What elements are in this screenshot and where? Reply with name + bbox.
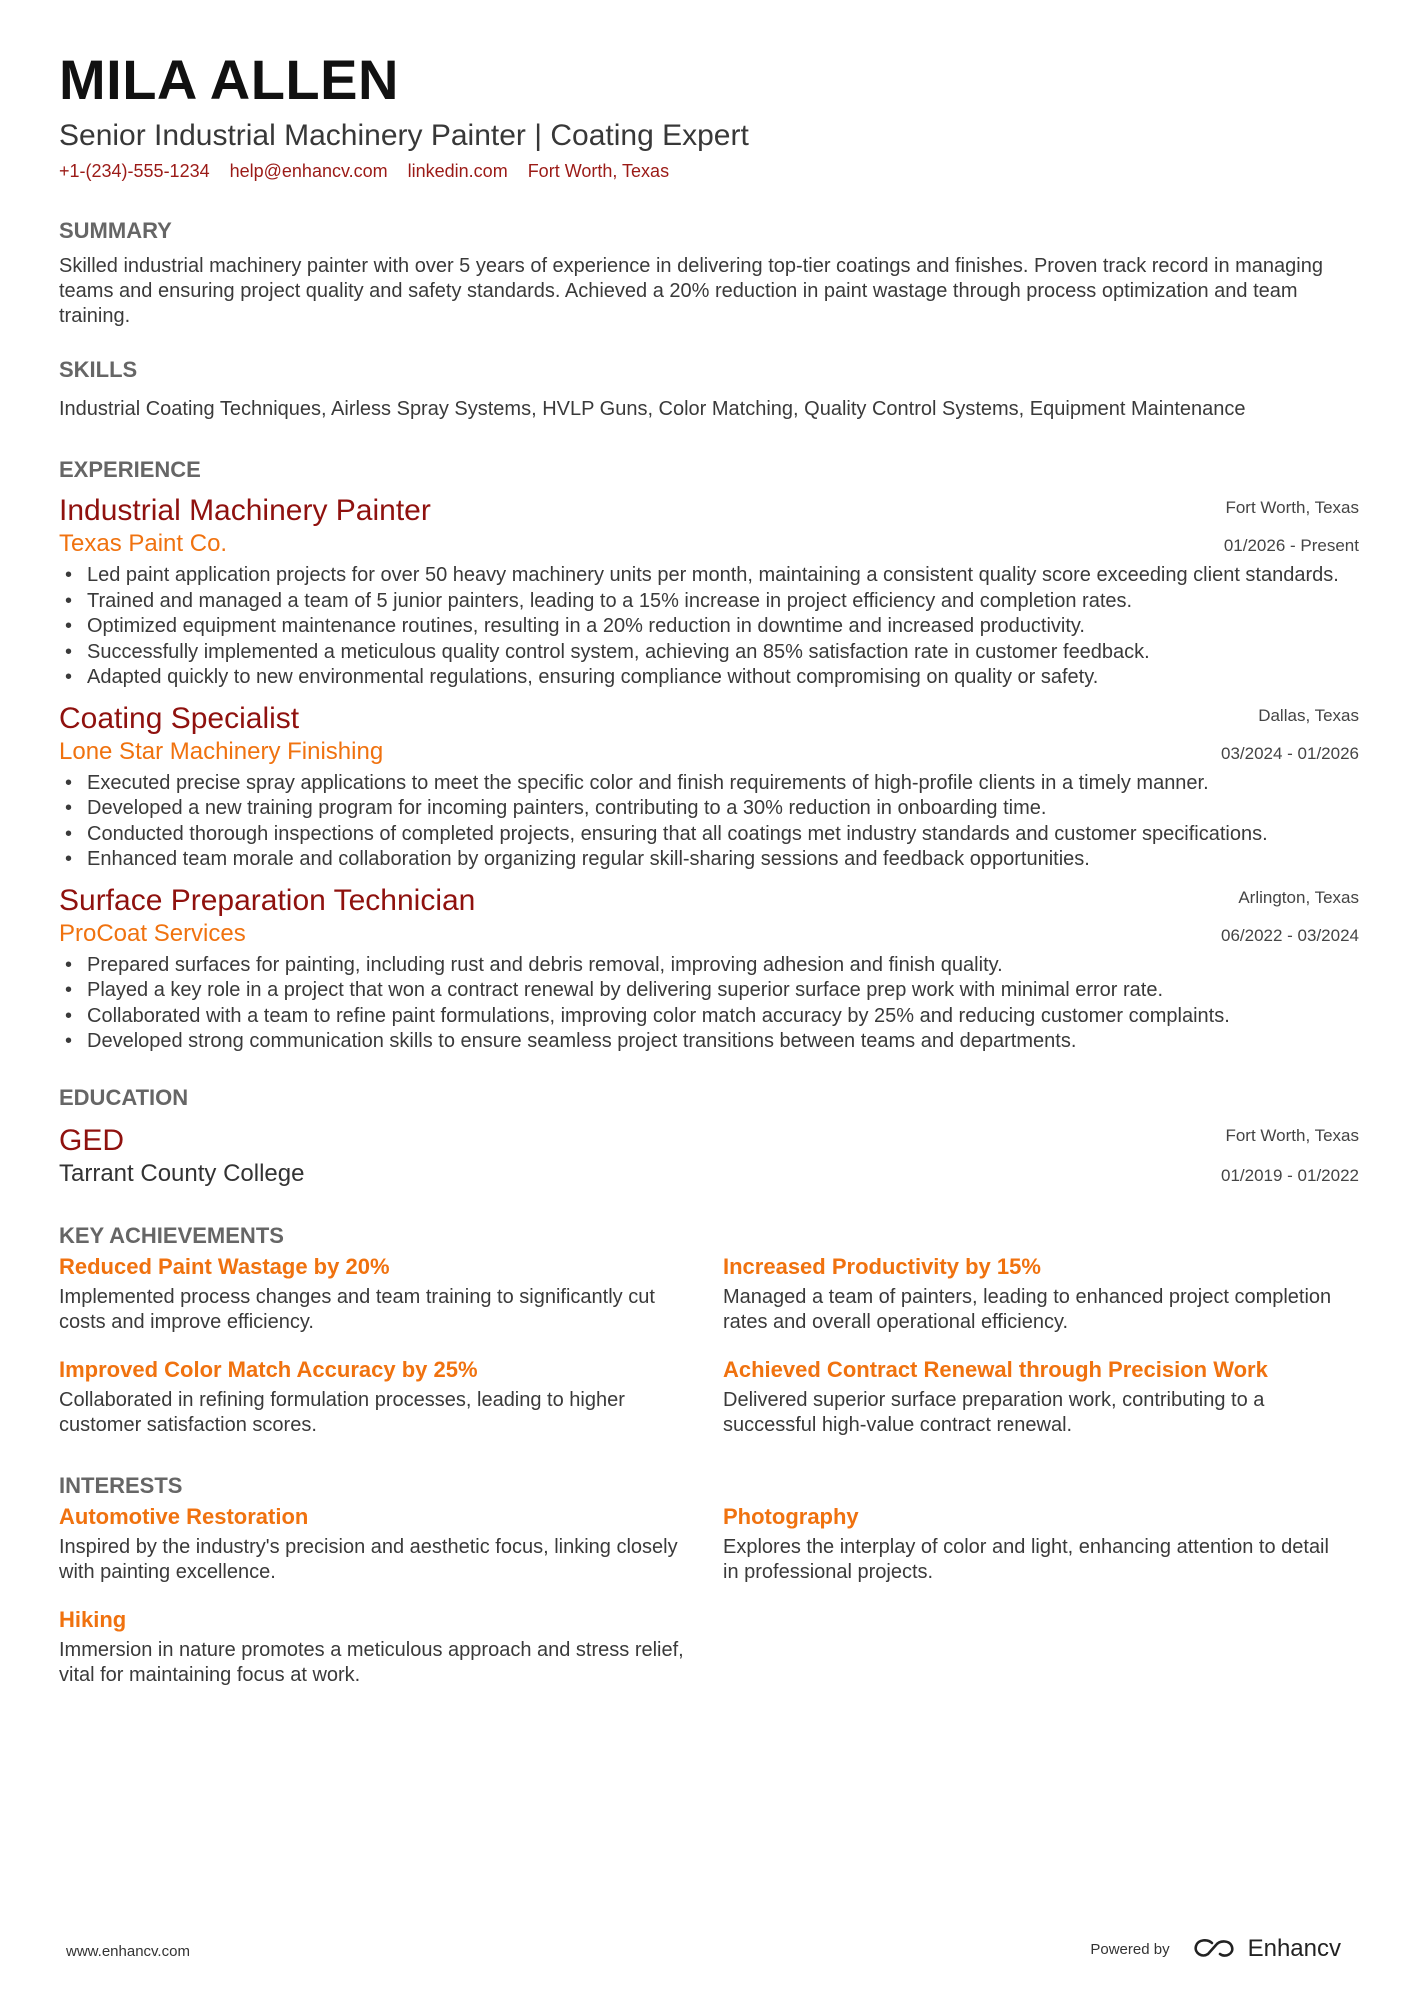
job-title: Surface Preparation Technician (59, 883, 476, 917)
candidate-headline: Senior Industrial Machinery Painter | Coating Expert (59, 119, 749, 152)
job-location: Arlington, Texas (1238, 887, 1359, 907)
job-company: Texas Paint Co. (59, 530, 228, 557)
job-bullets (59, 953, 1359, 1055)
enhancv-logo-icon (1192, 1937, 1238, 1961)
job-bullet: • Played a key role in a project that won a contract renewal by delivering superior surface prep work with minimal error rate. (59, 978, 1359, 1004)
interest-title: Hiking (59, 1606, 127, 1632)
enhancv-brand-name: Enhancv (1247, 1935, 1341, 1962)
section-title-achievements: KEY ACHIEVEMENTS (59, 1222, 284, 1248)
achievement-desc: Implemented process changes and team training to significantly cut costs and improve efficiency. (59, 1285, 655, 1333)
achievement-title: Reduced Paint Wastage by 20% (59, 1253, 390, 1279)
section-title-interests: INTERESTS (59, 1472, 183, 1498)
contact-linkedin[interactable]: linkedin.com (407, 161, 508, 181)
job-entry (59, 493, 1359, 691)
footer-website[interactable]: www.enhancv.com (66, 1943, 190, 1960)
achievement-title: Improved Color Match Accuracy by 25% (59, 1356, 478, 1382)
job-bullet: • Collaborated with a team to refine paint formulations, improving color match accuracy by 25% and reducing customer complaints. (59, 1004, 1359, 1030)
achievement-item (59, 1253, 723, 1336)
contact-info (59, 160, 1359, 182)
job-company: ProCoat Services (59, 919, 246, 947)
education-entry (59, 1123, 1359, 1189)
job-bullet: • Trained and managed a team of 5 junior painters, leading to a 15% increase in project efficiency and completion rates. (59, 589, 1359, 615)
achievement-desc: Collaborated in refining formulation processes, leading to higher customer satisfaction scores. (59, 1388, 625, 1436)
interest-title: Photography (723, 1503, 859, 1529)
achievement-desc: Delivered superior surface preparation work, contributing to a successful high-value contract renewal. (723, 1388, 1265, 1436)
interest-desc: Inspired by the industry's precision and aesthetic focus, linking closely with painting excellence. (59, 1535, 678, 1583)
job-dates: 03/2024 - 01/2026 (1220, 743, 1359, 763)
summary-section (59, 218, 1359, 329)
interest-item (59, 1606, 723, 1689)
job-location: Dallas, Texas (1258, 705, 1359, 725)
footer-branding (1090, 1935, 1341, 1963)
job-bullet: • Successfully implemented a meticulous quality control system, achieving an 85% satisfaction rate in customer feedback. (59, 640, 1359, 666)
education-section (59, 1085, 1359, 1189)
job-title: Coating Specialist (59, 701, 300, 735)
achievement-item (59, 1356, 723, 1439)
contact-email[interactable]: help@enhancv.com (229, 161, 388, 181)
enhancv-logo[interactable] (1192, 1935, 1341, 1963)
education-degree: GED (59, 1123, 125, 1157)
job-bullet: • Adapted quickly to new environmental regulations, ensuring compliance without compromising on quality or safety. (59, 665, 1359, 691)
education-location: Fort Worth, Texas (1225, 1125, 1359, 1145)
summary-text: Skilled industrial machinery painter with over 5 years of experience in delivering top-tier coatings and finishes. Proven track record in managing teams and ensuring project quality and safety standards. Achieved a 20% reduction in paint wastage through process optimization and team training. (59, 255, 1323, 327)
skills-section (59, 357, 1359, 422)
interests-section (59, 1473, 1359, 1709)
job-dates: 06/2022 - 03/2024 (1220, 925, 1359, 945)
achievement-title: Achieved Contract Renewal through Precision Work (723, 1356, 1268, 1382)
interests-grid (59, 1503, 1359, 1709)
job-title: Industrial Machinery Painter (59, 494, 431, 527)
education-school: Tarrant County College (59, 1159, 305, 1187)
job-bullet: • Prepared surfaces for painting, including rust and debris removal, improving adhesion and finish quality. (59, 953, 1359, 979)
interest-item (723, 1503, 1359, 1586)
resume-header (59, 48, 1359, 182)
section-title-experience: EXPERIENCE (59, 457, 201, 482)
job-bullet: • Developed strong communication skills to ensure seamless project transitions between teams and departments. (59, 1029, 1359, 1055)
job-dates: 01/2026 - Present (1223, 536, 1359, 555)
job-bullet: • Executed precise spray applications to meet the specific color and finish requirements of high-profile clients in a timely manner. (59, 771, 1359, 797)
job-entry (59, 883, 1359, 1055)
candidate-name: MILA ALLEN (59, 48, 399, 111)
section-title-summary: SUMMARY (59, 218, 172, 243)
interest-item (59, 1503, 723, 1586)
job-location: Fort Worth, Texas (1225, 498, 1359, 517)
interest-title: Automotive Restoration (59, 1503, 309, 1529)
job-bullets (59, 771, 1359, 873)
achievement-title: Increased Productivity by 15% (723, 1253, 1041, 1279)
interest-desc: Immersion in nature promotes a meticulous approach and stress relief, vital for maintaining focus at work. (59, 1638, 684, 1686)
achievement-item (723, 1356, 1359, 1439)
skills-text: Industrial Coating Techniques, Airless Spray Systems, HVLP Guns, Color Matching, Quality Control Systems, Equipment Maintenance (59, 398, 1246, 420)
experience-section (59, 457, 1359, 1055)
job-bullet: • Optimized equipment maintenance routines, resulting in a 20% reduction in downtime and increased productivity. (59, 614, 1359, 640)
job-entry (59, 701, 1359, 873)
interest-desc: Explores the interplay of color and light, enhancing attention to detail in professional projects. (723, 1535, 1329, 1583)
achievement-desc: Managed a team of painters, leading to enhanced project completion rates and overall operational efficiency. (723, 1285, 1332, 1333)
job-bullet: • Conducted thorough inspections of completed projects, ensuring that all coatings met industry standards and customer specifications. (59, 822, 1359, 848)
section-title-skills: SKILLS (59, 357, 138, 382)
resume-page (59, 48, 1359, 1709)
education-dates: 01/2019 - 01/2022 (1220, 1165, 1359, 1185)
job-bullet: • Enhanced team morale and collaboration by organizing regular skill-sharing sessions and feedback opportunities. (59, 847, 1359, 873)
achievements-grid (59, 1253, 1359, 1459)
contact-location: Fort Worth, Texas (527, 161, 670, 181)
job-bullet: • Led paint application projects for over 50 heavy machinery units per month, maintaining a consistent quality score exceeding client standards. (59, 563, 1359, 589)
contact-phone[interactable]: +1-(234)-555-1234 (59, 161, 210, 181)
job-bullet: • Developed a new training program for incoming painters, contributing to a 30% reduction in onboarding time. (59, 796, 1359, 822)
job-bullets (59, 563, 1359, 691)
achievements-section (59, 1223, 1359, 1459)
job-company: Lone Star Machinery Finishing (59, 737, 384, 765)
section-title-education: EDUCATION (59, 1084, 189, 1110)
powered-by-label: Powered by (1090, 1940, 1170, 1958)
achievement-item (723, 1253, 1359, 1336)
